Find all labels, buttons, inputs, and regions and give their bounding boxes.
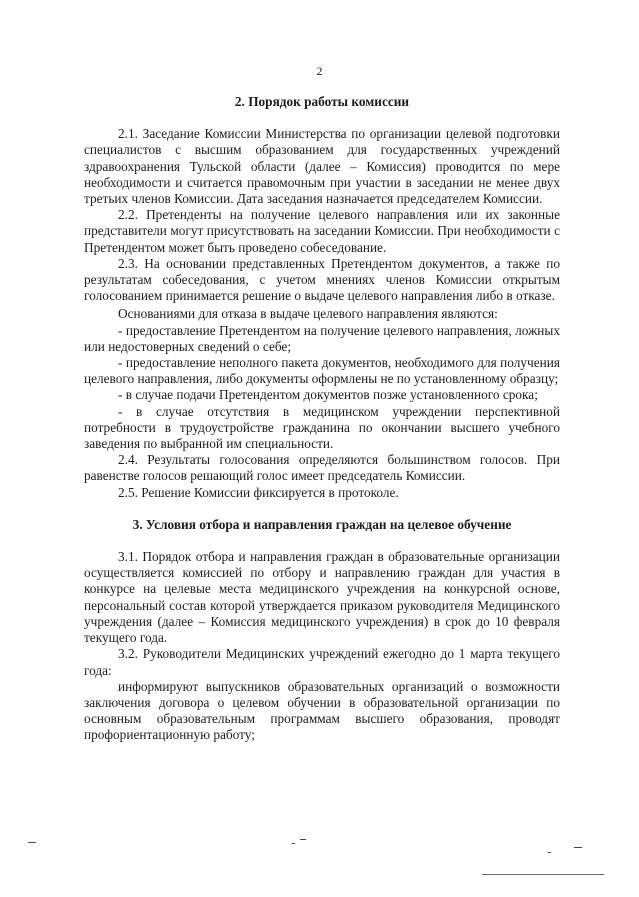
paragraph-2-4: 2.4. Результаты голосования определяются большинством голосов. При равенстве голосов решающий голос имеет председатель Комиссии.: [84, 452, 560, 484]
paragraph-3-2-item: информируют выпускников образовательных организаций о возможности заключения договора о целевом обучении в образовательной организации по основным образовательным программам высшего образования, проводят профориентационную работу;: [84, 678, 560, 743]
refusal-grounds-intro: Основаниями для отказа в выдаче целевого направления являются:: [118, 306, 498, 322]
refusal-reason-item: - в случае отсутствия в медицинском учреждении перспективной потребности в трудоустройстве гражданина по окончании высшего учебного заведения по выбранной им специальности.: [84, 403, 560, 452]
paragraph-2-5: 2.5. Решение Комиссии фиксируется в протоколе.: [118, 484, 399, 500]
refusal-reason-item: - предоставление Претендентом на получение целевого направления, ложных или недостоверных сведений о себе;: [84, 322, 560, 354]
scan-artifact-mark: [292, 843, 295, 844]
paragraph-3-2: 3.2. Руководители Медицинских учреждений ежегодно до 1 марта текущего года:: [84, 646, 560, 678]
refusal-reason-item: - предоставление неполного пакета документов, необходимого для получения целевого направления, либо документы оформлены не по установленному образцу;: [84, 355, 560, 387]
scan-artifact-mark: [28, 842, 36, 843]
scan-artifact-mark: [300, 839, 306, 840]
paragraph-2-2: 2.2. Претенденты на получение целевого направления или их законные представители могут присутствовать на заседании Комиссии. При необходимости с Претендентом может быть проведено собеседование.: [84, 207, 560, 255]
refusal-reason-item: - в случае подачи Претендентом документов позже установленного срока;: [118, 387, 538, 403]
document-body: [84, 94, 560, 744]
paragraph-2-1: 2.1. Заседание Комиссии Министерства по организации целевой подготовки специалистов с высшим образованием для государственных учреждений здравоохранения Тульской области (далее – Комиссия) проводится по мере необходимости и считается правомочным при участии в заседании не менее двух третьих членов Комиссии. Дата заседания назначается председателем Комиссии.: [84, 126, 560, 207]
paragraph-2-3: 2.3. На основании представленных Претендентом документов, а также по результатам собеседования, с учетом мнениях членов Комиссии открытым голосованием принимается решение о выдаче целевого направления либо в отказе.: [84, 255, 560, 304]
paragraph-3-1: 3.1. Порядок отбора и направления граждан в образовательные организации осуществляется комиссией по отбору и направлению граждан для участия в конкурсе на целевые места медицинского учреждения на конкурсной основе, персональный состав которой утверждается приказом руководителя Медицинского учреждения (далее – Комиссия медицинского учреждения) в срок до 10 февраля текущего года.: [84, 549, 560, 646]
scan-artifact-mark: [574, 847, 582, 848]
section-2-heading: 2. Порядок работы комиссии: [234, 94, 410, 109]
scan-artifact-line: [482, 874, 604, 875]
scan-artifact-mark: [548, 852, 551, 853]
page-number: 2: [316, 64, 323, 78]
section-3-heading: 3. Условия отбора и направления граждан на целевое обучение: [132, 516, 512, 532]
